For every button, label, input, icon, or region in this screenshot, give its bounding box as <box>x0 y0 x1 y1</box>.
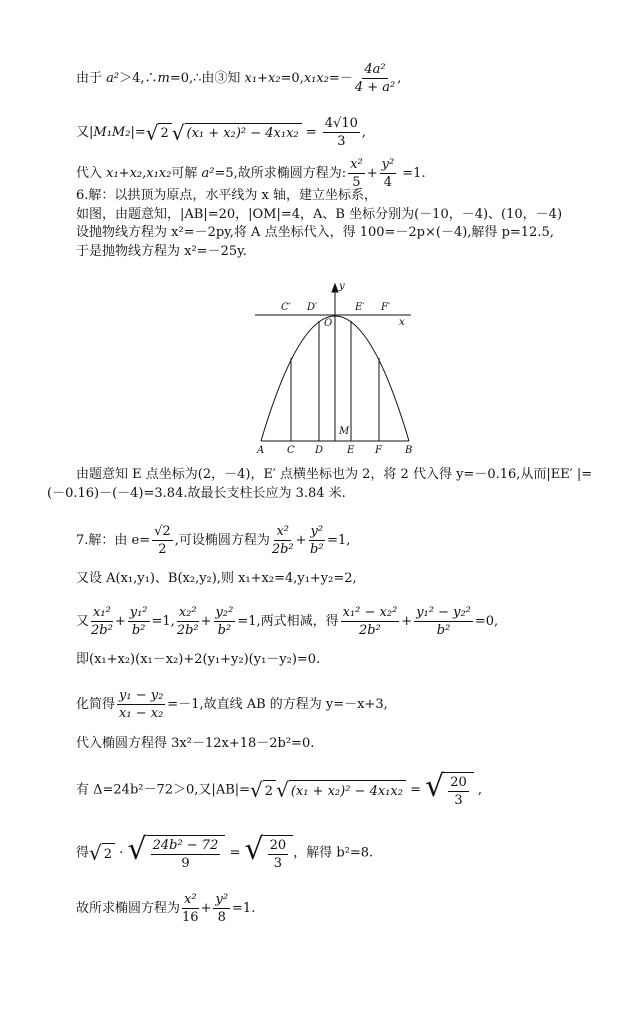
fraction: $\frac{\text{y₂²}}{\text{b²}}$ <box>215 605 234 638</box>
sqrt: √ (x₁ + x₂)² − 4x₁x₂ <box>276 780 406 800</box>
fraction: $\frac{\text{y²}}{4}$ <box>381 157 395 190</box>
p7-line-2: 又设 A(x₁,y₁)、B(x₂,y₂),则 x₁+x₂=4,y₁+y₂=2, <box>76 571 357 586</box>
sqrt: √ $\frac{20}{3}$ <box>245 835 294 871</box>
math-m: m <box>157 71 170 86</box>
text: ＞4,∴ <box>119 71 158 86</box>
math-a2: a² <box>106 71 120 86</box>
p7-line-3: 又 $\frac{\text{x₁²}}{\text{2b²}}$ + $\frac{\text{y₁²}}{\text{b²}}$ =1, $\frac{\text{x₂²}}{\text{2b²}}$ + $\frac{\text{y₂²}}{\text{b²}}$ =1,两式相减，得 $\frac{\text{x₁² − x₂²}}{\text{2b²}}$ + $\frac{\text{y₁² − y₂²}}{\text{b²}}$ =0, <box>76 605 499 638</box>
label-f: F <box>375 445 382 456</box>
text: =0,∴由③知 <box>169 71 245 86</box>
p6-line-6: (－0.16)－(－4)=3.84.故最长支柱长应为 3.84 米. <box>47 486 346 501</box>
fraction: $\frac{\text{x²}}{5}$ <box>350 157 363 190</box>
p6-line-5: 由题意知 E 点坐标为(2，－4)，E′ 点横坐标也为 2，将 2 代入得 y=－0.16,从而|EE′ |= <box>76 467 593 482</box>
line-3: 代入 x₁+x₂,x₁x₂可解 a²=5,故所求椭圆方程为: $\frac{\text{x²}}{5}$ + $\frac{\text{y²}}{4}$ =1. <box>76 157 426 190</box>
p6-line-1: 6.解：以拱顶为原点，水平线为 x 轴，建立坐标系， <box>76 188 377 203</box>
sqrt: √ 2 <box>250 780 276 800</box>
p6-line-4: 于是抛物线方程为 x²=－25y. <box>76 244 247 259</box>
p7-line-8: 得 √ 2 · √ $\frac{\text{24b² − 72}}{9}$ = √ $\frac{20}{3}$ ，解得 b²=8. <box>76 832 374 871</box>
fraction: $\frac{√2}{2}$ <box>154 524 171 557</box>
sqrt: √ 2 <box>146 123 172 143</box>
label-f-prime: F′ <box>381 302 391 313</box>
fraction: $\frac{\text{y₁² − y₂²}}{\text{b²}}$ <box>416 605 471 638</box>
line-1 <box>76 62 401 95</box>
label-x: x <box>399 317 405 328</box>
label-a: A <box>257 445 265 456</box>
fraction: $\frac{\text{x²}}{16}$ <box>182 892 199 925</box>
fraction: $\frac{\text{x²}}{\text{2b²}}$ <box>271 524 294 557</box>
sqrt: √ 2 <box>89 843 115 863</box>
text: =0, <box>280 71 304 86</box>
label-m: M <box>339 426 350 437</box>
p7-line-6: 代入椭圆方程得 3x²－12x+18－2b²=0. <box>76 736 315 751</box>
math-prod: x₁x₂ <box>303 71 329 86</box>
math-m1m2: M₁M₂ <box>93 125 131 140</box>
fraction: $\frac{\text{24b² − 72}}{9}$ <box>152 838 219 871</box>
sqrt: √ $\frac{\text{24b² − 72}}{9}$ <box>127 835 225 871</box>
fraction: $\frac{\text{y₁²}}{\text{b²}}$ <box>129 605 148 638</box>
y-axis-arrow-icon <box>332 284 338 292</box>
label-b: B <box>405 445 413 456</box>
fraction: $\frac{4√10}{3}$ <box>324 116 358 149</box>
text: |= <box>130 125 146 140</box>
label-c-prime: C′ <box>281 302 291 313</box>
fraction: $\frac{\text{4a²}}{\text{4 + a²}}$ <box>354 62 396 95</box>
fraction: $\frac{\text{y₁ − y₂}}{\text{x₁ − x₂}}$ <box>119 688 164 721</box>
sqrt: √ (x₁ + x₂)² − 4x₁x₂ <box>172 123 302 143</box>
p7-line-1: 7.解：由 e= $\frac{√2}{2}$ ,可设椭圆方程为 $\frac{\text{x²}}{\text{2b²}}$ + $\frac{\text{y²}}{\text{b²}}$ =1, <box>76 524 351 557</box>
text: 由于 <box>76 71 107 86</box>
p7-line-9: 故所求椭圆方程为 $\frac{\text{x²}}{16}$ + $\frac{\text{y²}}{8}$ =1. <box>76 892 256 925</box>
math-pair: x₁+x₂,x₁x₂ <box>106 166 172 181</box>
fraction: $\frac{\text{y²}}{\text{b²}}$ <box>310 524 324 557</box>
text: 又| <box>76 125 94 140</box>
label-o: O <box>324 318 333 329</box>
parabola-arch-figure <box>255 279 425 457</box>
math-sum: x₁+x₂ <box>244 71 281 86</box>
text: , <box>397 71 402 86</box>
p6-line-3: 设抛物线方程为 x²=－2py,将 A 点坐标代入，得 100=－2p×(－4),解得 p=12.5, <box>76 225 554 240</box>
p7-line-5: 化简得 $\frac{\text{y₁ − y₂}}{\text{x₁ − x₂}}$ =－1,故直线 AB 的方程为 y=－x+3, <box>76 688 388 721</box>
label-y: y <box>339 281 345 292</box>
p7-line-7: 有 Δ=24b²－72＞0,又|AB|= √ 2 √ (x₁ + x₂)² − 4x₁x₂ = √ $\frac{20}{3}$ , <box>76 769 483 808</box>
fraction: $\frac{\text{x₂²}}{\text{2b²}}$ <box>176 605 199 638</box>
fraction: $\frac{\text{x₁² − x₂²}}{\text{2b²}}$ <box>342 605 398 638</box>
p7-line-4: 即(x₁+x₂)(x₁－x₂)+2(y₁+y₂)(y₁－y₂)=0. <box>76 652 321 667</box>
label-e: E <box>347 445 355 456</box>
fraction: $\frac{\text{y²}}{8}$ <box>215 892 229 925</box>
text: =－ <box>328 71 353 86</box>
label-d-prime: D′ <box>307 302 318 313</box>
sqrt: √ $\frac{20}{3}$ <box>425 772 474 808</box>
label-e-prime: E′ <box>355 302 365 313</box>
fraction: $\frac{20}{3}$ <box>450 775 467 808</box>
line-2: 又|M₁M₂|= √ 2 √ (x₁ + x₂)² − 4x₁x₂ = $\frac{4√10}{3}$ , <box>76 116 367 149</box>
math-a2: a² <box>201 166 215 181</box>
fraction: $\frac{20}{3}$ <box>269 838 287 871</box>
label-d: D <box>315 445 324 456</box>
fraction: $\frac{\text{x₁²}}{\text{2b²}}$ <box>91 605 113 638</box>
label-c: C <box>287 445 295 456</box>
p6-line-2: 如图，由题意知，|AB|=20，|OM|=4，A、B 坐标分别为(－10，－4)、(10，－4) <box>76 207 563 222</box>
